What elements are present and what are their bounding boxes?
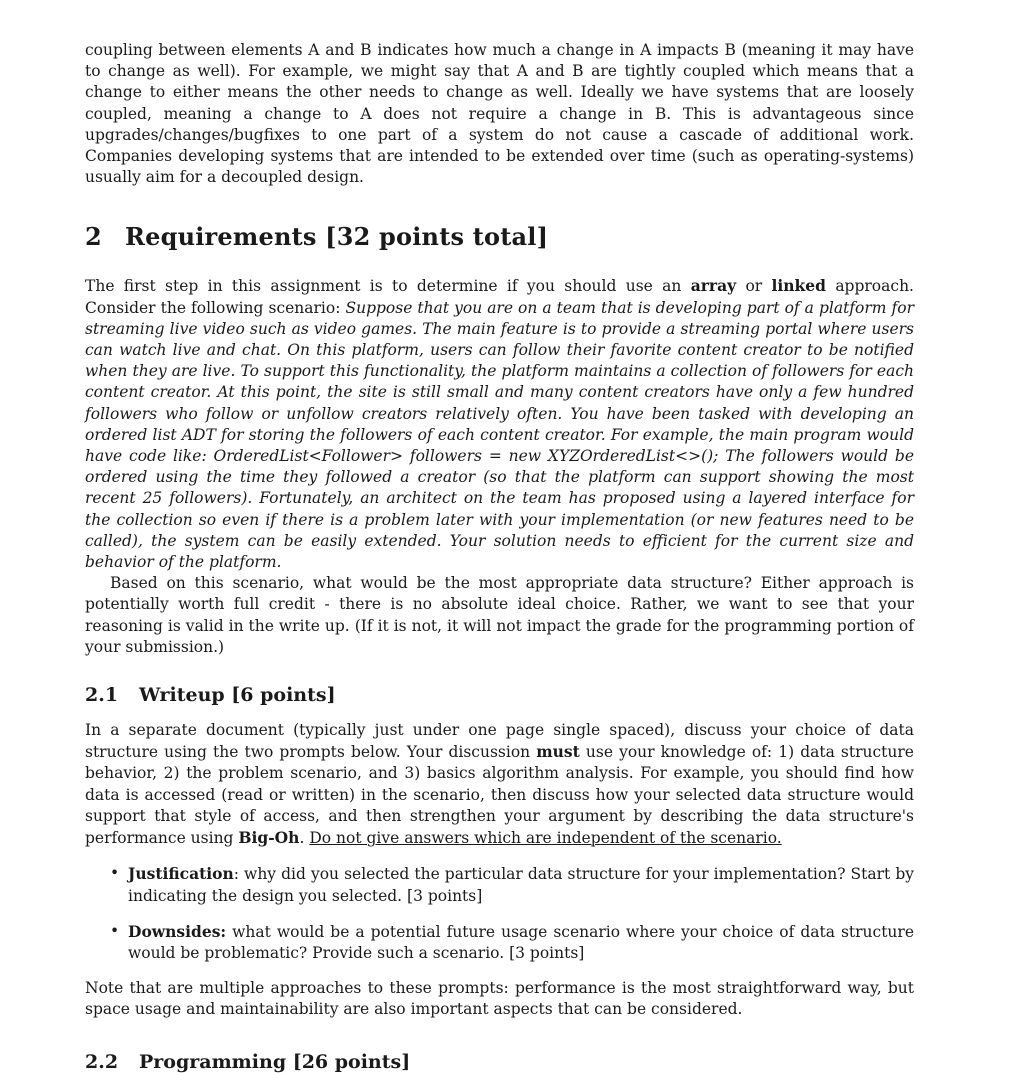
list-item bbox=[110, 921, 914, 964]
subsection-number: 2.2 bbox=[85, 1050, 119, 1073]
bullet-label: Downsides: bbox=[128, 921, 227, 941]
list-item bbox=[110, 863, 914, 906]
intro-paragraph: coupling between elements A and B indicates how much a change in A impacts B (meaning it may have to change as well). For example, we might say that A and B are tightly coupled which means that a change to either means the other needs to change as well. Ideally we have systems that are loosely coupled, meaning a change to A does not require a change in B. This is advantageous since upgrades/changes/bugfixes to one part of a system do not cause a cascade of additional work. Companies developing systems that are intended to be extended over time (such as operating-systems) usually aim for a decoupled design. bbox=[85, 41, 914, 187]
bullet-icon: • bbox=[110, 921, 120, 940]
bullet-label: Justification bbox=[128, 864, 234, 884]
prompt-list bbox=[85, 863, 914, 964]
scenario-text: Suppose that you are on a team that is developing part of a platform for streaming live video such as video games. The main feature is to provide a streaming portal where users can watch live and chat. On this platform, users can follow their favorite content creator to be notified when they are live. To support this functionality, the platform maintains a collection of followers for each content creator. At this point, the site is still small and many content creators have only a few hundred followers who follow or unfollow creators relatively often. You have been tasked with developing an ordered list ADT for storing the followers of each content creator. For example, the main program would have code like: OrderedList<Follower> followers = new XYZOrderedList<>(); The followers would be ordered using the time they followed a creator (so that the platform can support showing the most recent 25 followers). Fortunately, an architect on the team has proposed using a layered interface for the collection so even if there is a problem later with your implementation (or new features need to be called), the system can be easily extended. Your solution needs to efficient for the current size and behavior of the platform. bbox=[85, 298, 914, 572]
subsection-2-2-heading bbox=[85, 1051, 914, 1073]
requirements-paragraph: The first step in this assignment is to determine if you should use an array or linked approach. Consider the following scenario: Suppose that you are on a team that is developing part of a platform for streaming live video such as video games. The main feature is to provide a streaming portal where users can watch live and chat. On this platform, users can follow their favorite content creator to be notified when they are live. To support this functionality, the platform maintains a collection of followers for each content creator. At this point, the site is still small and many content creators have only a few hundred followers who follow or unfollow creators relatively often. You have been tasked with developing an ordered list ADT for storing the followers of each content creator. For example, the main program would have code like: OrderedList<Follower> followers = new XYZOrderedList<>(); The followers would be ordered using the time they followed a creator (so that the platform can support showing the most recent 25 followers). Fortunately, an architect on the team has proposed using a layered interface for the collection so even if there is a problem later with your implementation (or new features need to be called), the system can be easily extended. Your solution needs to efficient for the current size and behavior of the platform. bbox=[85, 276, 914, 572]
section-title: Requirements [32 points total] bbox=[125, 222, 549, 252]
subsection-title: Programming [26 points] bbox=[139, 1050, 411, 1073]
subsection-title: Writeup [6 points] bbox=[139, 684, 336, 707]
section-2-heading bbox=[85, 222, 914, 251]
subsection-2-1-heading bbox=[85, 684, 914, 706]
section-number: 2 bbox=[85, 222, 102, 252]
emph-array: array bbox=[690, 276, 737, 296]
emph-big-oh: Big-Oh bbox=[238, 828, 300, 848]
subsection-number: 2.1 bbox=[85, 684, 119, 707]
bullet-text: what would be a potential future usage scenario where your choice of data structure would be problematic? Provide such a scenario. [3 points] bbox=[128, 922, 914, 962]
bullet-icon: • bbox=[110, 864, 120, 883]
emph-linked: linked bbox=[771, 276, 826, 296]
approaches-note: Note that are multiple approaches to these prompts: performance is the most straightforward way, but space usage and maintainability are also important aspects that can be considered. bbox=[85, 979, 914, 1019]
bullet-text: : why did you selected the particular data structure for your implementation? Start by indicating the design you selected. [3 points] bbox=[128, 865, 914, 905]
underlined-warning: Do not give answers which are independent of the scenario. bbox=[309, 829, 782, 848]
emph-must: must bbox=[536, 742, 580, 762]
data-structure-question: Based on this scenario, what would be the most appropriate data structure? Either approach is potentially worth full credit - there is no absolute ideal choice. Rather, we want to see that your reasoning is valid in the write up. (If it is not, it will not impact the grade for the programming portion of your submission.) bbox=[85, 574, 914, 656]
writeup-paragraph: In a separate document (typically just under one page single spaced), discuss your choice of data structure using the two prompts below. Your discussion must use your knowledge of: 1) data structure behavior, 2) the problem scenario, and 3) basics algorithm analysis. For example, you should find how data is accessed (read or written) in the scenario, then discuss how your selected data structure would support that style of access, and then strengthen your argument by describing the data structure's performance using Big-Oh. Do not give answers which are independent of the scenario. bbox=[85, 721, 914, 848]
